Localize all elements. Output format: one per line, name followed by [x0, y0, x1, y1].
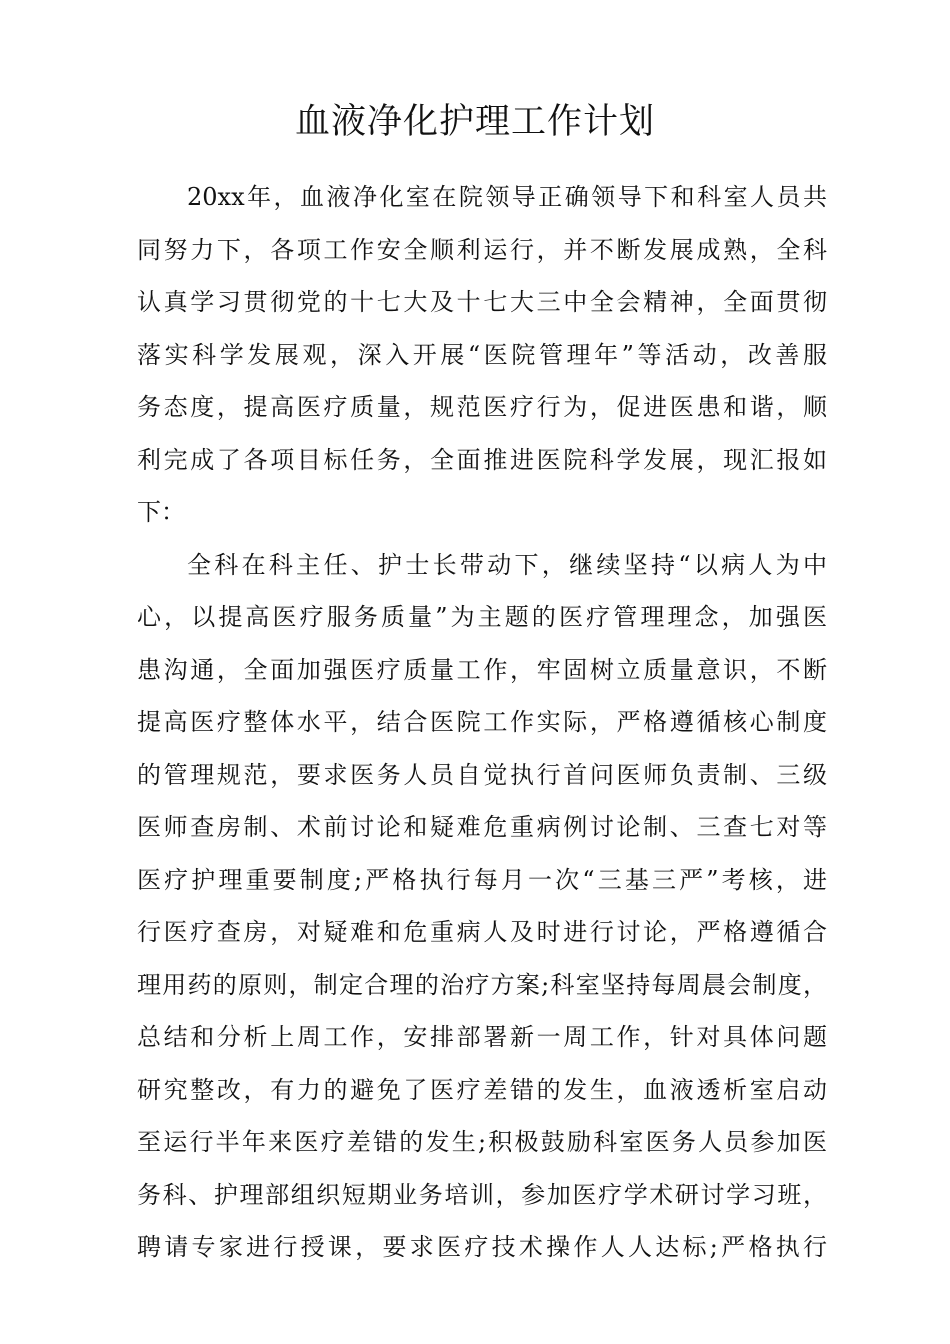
paragraph-2-line-9: 理用药的原则，制定合理的治疗方案;科室坚持每周晨会制度， — [137, 970, 827, 999]
paragraph-1-line-4: 落实科学发展观，深入开展“医院管理年”等活动，改善服 — [137, 340, 827, 369]
paragraph-1-line-5: 务态度，提高医疗质量，规范医疗行为，促进医患和谐，顺 — [137, 393, 827, 421]
paragraph-2-line-13: 务科、护理部组织短期业务培训，参加医疗学术研讨学习班， — [137, 1180, 827, 1209]
paragraph-1-line-6: 利完成了各项目标任务，全面推进医院科学发展，现汇报如 — [137, 445, 827, 474]
paragraph-2-line-6: 医师查房制、术前讨论和疑难危重病例讨论制、三查七对等 — [137, 813, 827, 841]
paragraph-2-line-14: 聘请专家进行授课，要求医疗技术操作人人达标;严格执行 — [137, 1233, 827, 1261]
paragraph-1-line-2: 同努力下，各项工作安全顺利运行，并不断发展成熟，全科 — [137, 235, 827, 264]
paragraph-2-line-5: 的管理规范，要求医务人员自觉执行首问医师负责制、三级 — [137, 760, 827, 789]
paragraph-2-line-12: 至运行半年来医疗差错的发生;积极鼓励科室医务人员参加医 — [137, 1128, 827, 1156]
paragraph-1-line-7: 下： — [137, 498, 185, 526]
paragraph-2-line-3: 患沟通，全面加强医疗质量工作，牢固树立质量意识，不断 — [137, 655, 827, 684]
paragraph-2-line-1: 全科在科主任、护士长带动下，继续坚持“以病人为中 — [187, 550, 827, 579]
paragraph-2-line-2: 心，以提高医疗服务质量”为主题的医疗管理理念，加强医 — [137, 603, 827, 631]
paragraph-2-line-10: 总结和分析上周工作，安排部署新一周工作，针对具体问题 — [137, 1023, 827, 1051]
paragraph-1-line-3: 认真学习贯彻党的十七大及十七大三中全会精神，全面贯彻 — [137, 288, 827, 316]
paragraph-2-line-7: 医疗护理重要制度;严格执行每月一次“三基三严”考核，进 — [137, 865, 827, 894]
paragraph-1-line-1: 20xx年，血液净化室在院领导正确领导下和科室人员共 — [187, 183, 827, 211]
document-title: 血液净化护理工作计划 — [294, 102, 655, 142]
paragraph-2-line-4: 提高医疗整体水平，结合医院工作实际，严格遵循核心制度 — [137, 708, 827, 736]
paragraph-2-line-11: 研究整改，有力的避免了医疗差错的发生，血液透析室启动 — [137, 1075, 827, 1104]
document-body — [137, 171, 827, 1274]
paragraph-2-line-8: 行医疗查房，对疑难和危重病人及时进行讨论，严格遵循合 — [137, 918, 827, 946]
